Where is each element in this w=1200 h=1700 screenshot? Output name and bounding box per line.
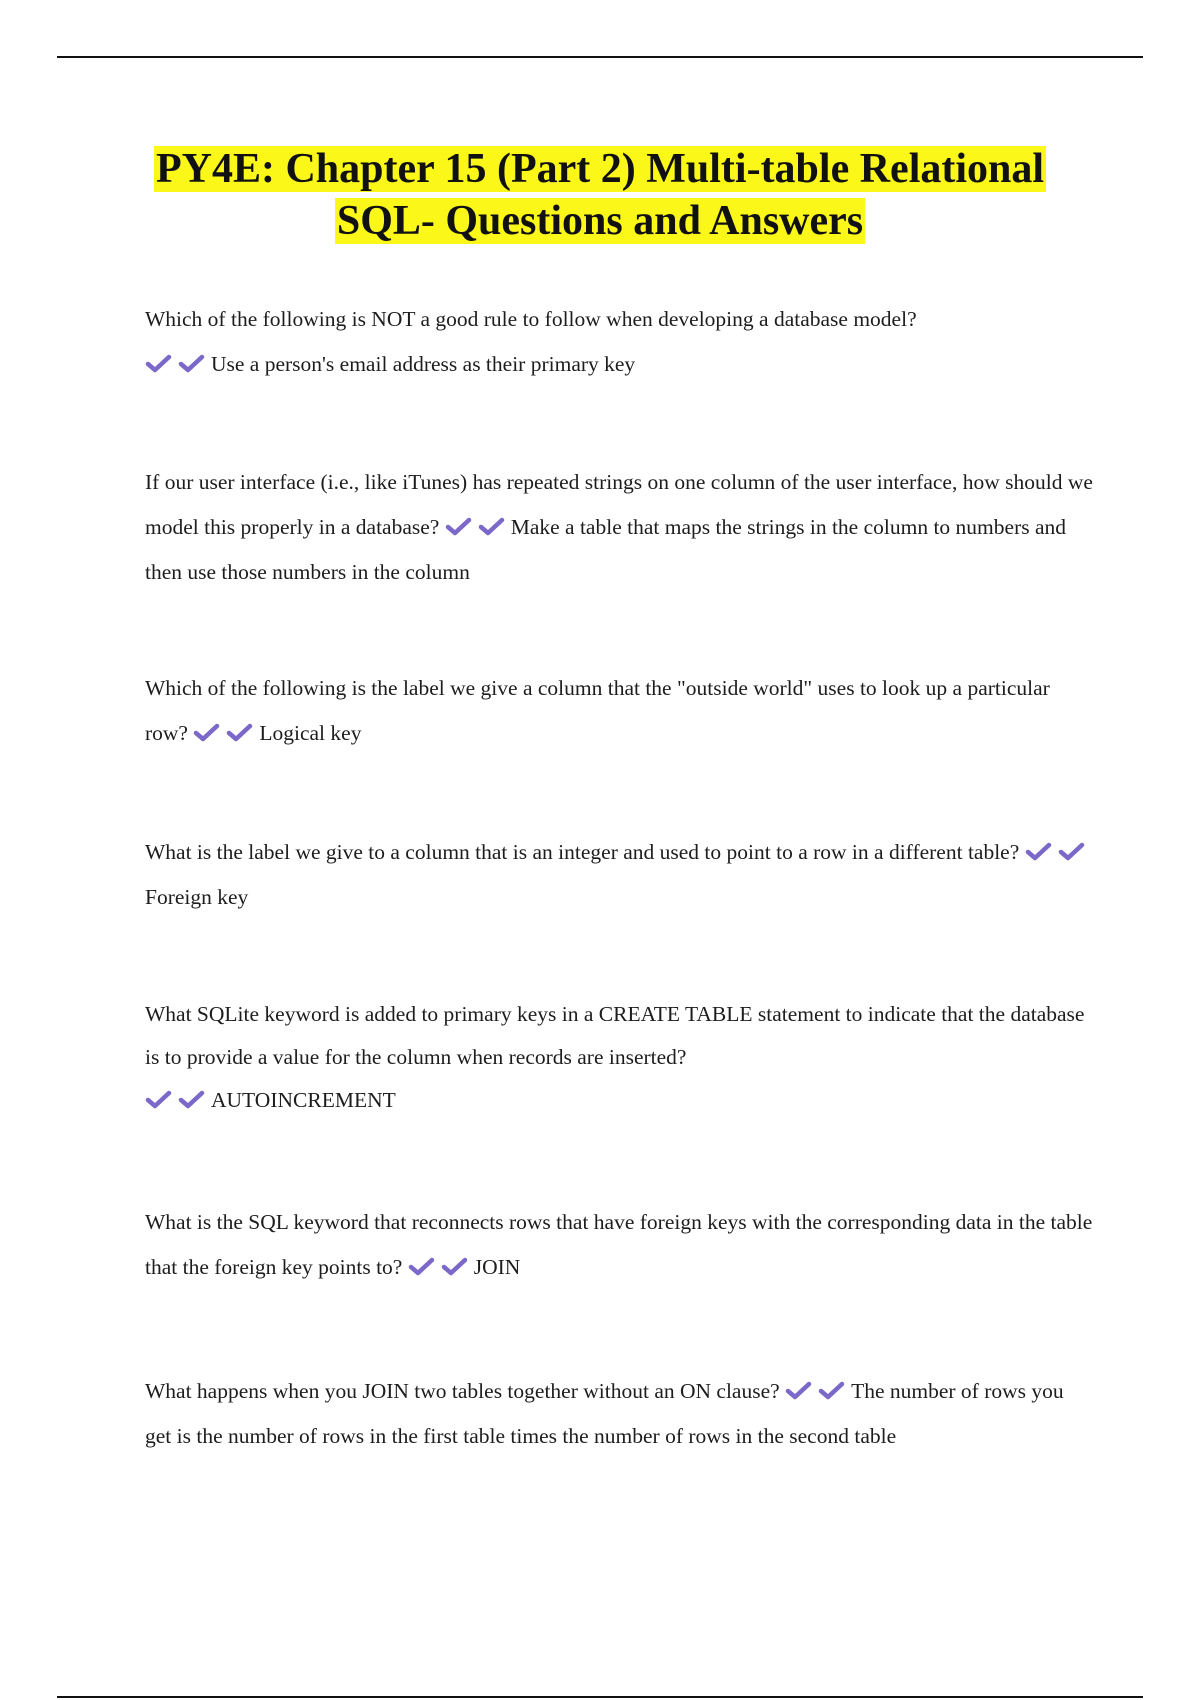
check-icon [441,1257,468,1277]
check-icon [178,1090,205,1110]
qa-item-3 [145,666,1095,756]
answer-text: Make a table that maps the strings in the column to numbers and then use those numbers in the column [145,515,1067,584]
qa-item-2 [145,460,1095,595]
question-text: If our user interface (i.e., like iTunes) has repeated strings on one column of the user interface, how should we model this properly in a database? [145,470,1093,539]
qa-item-7 [145,1369,1095,1459]
qa-item-5 [145,993,1095,1122]
top-rule [57,56,1143,58]
check-icon [445,517,472,537]
title-line-2: SQL- Questions and Answers [336,198,864,244]
check-icon [785,1381,812,1401]
answer-text: The number of rows you get is the number of rows in the first table times the number of rows in the second table [145,1379,1064,1448]
answer-text: Use a person's email address as their primary key [211,352,636,376]
page-title [100,143,1100,247]
check-icon [818,1381,845,1401]
title-line-1: PY4E: Chapter 15 (Part 2) Multi-table Relational [155,146,1045,192]
check-icon [193,723,220,743]
question-text: What is the label we give to a column that is an integer and used to point to a row in a different table? [145,840,1020,864]
answer-text: Foreign key [145,885,249,909]
check-icon [178,354,205,374]
qa-item-1 [145,297,1095,387]
answer-text: Logical key [259,721,362,745]
check-icon [478,517,505,537]
check-icon [408,1257,435,1277]
bottom-rule [57,1696,1143,1698]
answer-text: JOIN [473,1255,521,1279]
answer-text: AUTOINCREMENT [211,1088,396,1112]
question-text: Which of the following is NOT a good rule to follow when developing a database model? [145,307,917,331]
question-text: Which of the following is the label we give a column that the "outside world" uses to look up a particular row? [145,676,1050,745]
check-icon [145,354,172,374]
question-text: What SQLite keyword is added to primary keys in a CREATE TABLE statement to indicate that the database is to provide a value for the column when records are inserted? [145,1002,1085,1069]
question-text: What is the SQL keyword that reconnects rows that have foreign keys with the corresponding data in the table that the foreign key points to? [145,1210,1093,1279]
qa-item-6 [145,1200,1095,1290]
check-icon [1058,842,1085,862]
question-text: What happens when you JOIN two tables together without an ON clause? [145,1379,780,1403]
check-icon [226,723,253,743]
check-icon [145,1090,172,1110]
qa-item-4 [145,830,1095,920]
check-icon [1025,842,1052,862]
